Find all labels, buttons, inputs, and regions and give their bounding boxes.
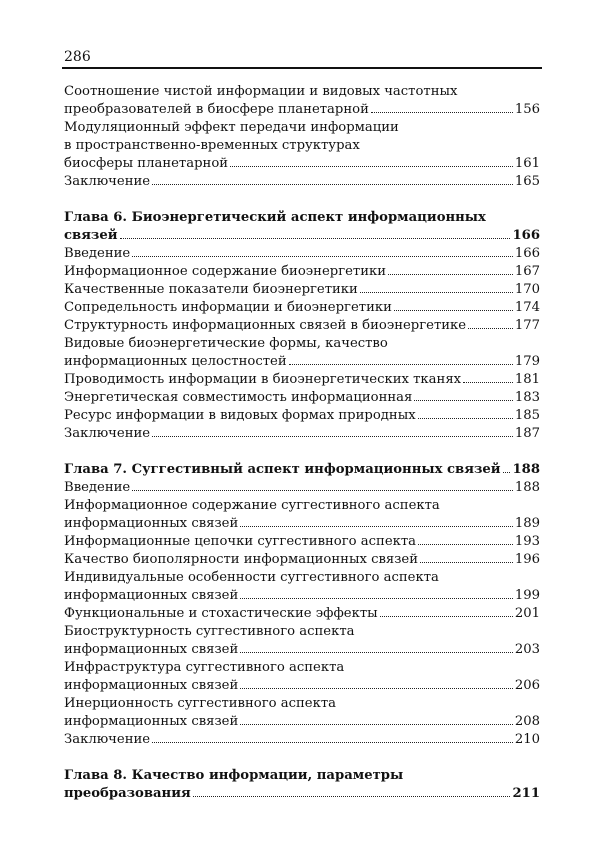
toc-entry (64, 263, 540, 281)
dot-leader (240, 515, 513, 527)
toc-entry-text-line: Информационное содержание суггестивного аспекта (64, 498, 440, 513)
page-ref: 188 (514, 480, 540, 495)
toc-entry-last-line (64, 407, 540, 425)
toc-entry (64, 245, 540, 263)
dot-leader (230, 155, 513, 167)
dot-leader (240, 677, 513, 689)
section-gap (64, 191, 540, 209)
dot-leader (380, 605, 513, 617)
toc-entry (64, 731, 540, 749)
chapter-heading (64, 209, 540, 245)
toc-entry-text: Проводимость информации в биоэнергетических тканях (64, 372, 462, 387)
toc-entry-last-line (64, 515, 540, 533)
toc-entry (64, 425, 540, 443)
dot-leader (120, 227, 511, 239)
page-number: 286 (64, 49, 91, 65)
dot-leader (240, 587, 513, 599)
page-ref: 196 (514, 552, 540, 567)
toc-entry-last-line (64, 245, 540, 263)
page-ref: 166 (514, 246, 540, 261)
toc-entry-last-line (64, 281, 540, 299)
toc-entry (64, 407, 540, 425)
toc-entry (64, 623, 540, 659)
toc-entry-text: информационных связей (64, 714, 239, 729)
section-gap (64, 749, 540, 767)
toc-entry-last-line (64, 677, 540, 695)
chapter-heading-text: преобразования (64, 786, 191, 801)
toc-entry-text: Заключение (64, 732, 151, 747)
dot-leader (240, 641, 513, 653)
toc-entry-last-line (64, 101, 540, 119)
toc-entry (64, 479, 540, 497)
toc-entry-text: информационных целостностей (64, 354, 287, 369)
toc-entry-text: Качество биополярности информационных связей (64, 552, 418, 567)
toc-entry-text: преобразователей в биосфере планетарной (64, 102, 369, 117)
chapter-heading-last-line (64, 785, 540, 803)
dot-leader (152, 425, 513, 437)
toc-entry-text: Введение (64, 246, 131, 261)
toc-entry-last-line (64, 389, 540, 407)
page-ref: 170 (514, 282, 540, 297)
toc-entry-text: Заключение (64, 426, 151, 441)
dot-leader (360, 281, 513, 293)
chapter-heading-text: связей (64, 228, 118, 243)
toc-entry-text: Информационные цепочки суггестивного аспекта (64, 534, 417, 549)
toc-entry-text: Структурность информационных связей в биоэнергетике (64, 318, 467, 333)
toc-entry (64, 605, 540, 623)
toc-entry (64, 389, 540, 407)
dot-leader (132, 245, 513, 257)
toc-entry-text: Качественные показатели биоэнергетики (64, 282, 358, 297)
page-ref: 199 (514, 588, 540, 603)
page-ref: 210 (514, 732, 540, 747)
toc-entry (64, 299, 540, 317)
toc-entry-text: информационных связей (64, 588, 239, 603)
toc-entry-last-line (64, 587, 540, 605)
dot-leader (240, 713, 513, 725)
toc-entry (64, 173, 540, 191)
toc-entry-last-line (64, 299, 540, 317)
toc-entry-last-line (64, 641, 540, 659)
page-ref: 161 (514, 156, 540, 171)
page-ref: 189 (514, 516, 540, 531)
toc-entry-last-line (64, 317, 540, 335)
dot-leader (503, 461, 511, 473)
toc-entry-text-line: Индивидуальные особенности суггестивного аспекта (64, 570, 439, 585)
toc-entry (64, 569, 540, 605)
page-ref: 193 (514, 534, 540, 549)
toc-entry (64, 659, 540, 695)
toc-entry (64, 281, 540, 299)
toc-entry-text: Сопредельность информации и биоэнергетики (64, 300, 392, 315)
toc-entry (64, 83, 540, 119)
toc-entry (64, 335, 540, 371)
toc-entry-last-line (64, 155, 540, 173)
toc-entry-text-line: Соотношение чистой информации и видовых частотных (64, 84, 458, 99)
page-ref: 167 (514, 264, 540, 279)
toc-entry-text-line: Видовые биоэнергетические формы, качество (64, 336, 388, 351)
toc-entry-last-line (64, 731, 540, 749)
page-ref: 177 (514, 318, 540, 333)
dot-leader (463, 371, 513, 383)
toc-entry-last-line (64, 605, 540, 623)
page-ref: 181 (514, 372, 540, 387)
dot-leader (388, 263, 513, 275)
table-of-contents (64, 83, 540, 803)
chapter-heading (64, 461, 540, 479)
page-ref: 183 (514, 390, 540, 405)
toc-entry-text-line: Модуляционный эффект передачи информации (64, 120, 399, 135)
toc-entry-text: информационных связей (64, 678, 239, 693)
toc-entry-last-line (64, 173, 540, 191)
page-ref: 179 (514, 354, 540, 369)
toc-entry (64, 371, 540, 389)
toc-entry (64, 533, 540, 551)
dot-leader (152, 731, 513, 743)
toc-entry-text: Информационное содержание биоэнергетики (64, 264, 387, 279)
toc-entry-text-line: в пространственно-временных структурах (64, 138, 360, 153)
toc-entry-text: Ресурс информации в видовых формах природных (64, 408, 416, 423)
toc-entry-text-line: Инерционность суггестивного аспекта (64, 696, 336, 711)
chapter-heading-last-line (64, 461, 540, 479)
dot-leader (418, 407, 513, 419)
toc-entry-last-line (64, 551, 540, 569)
dot-leader (420, 551, 513, 563)
dot-leader (193, 785, 511, 797)
page-ref: 185 (514, 408, 540, 423)
page-ref: 211 (512, 786, 540, 801)
toc-entry-text: Функциональные и стохастические эффекты (64, 606, 378, 621)
toc-entry-text: Заключение (64, 174, 151, 189)
toc-entry-last-line (64, 263, 540, 281)
page-ref: 166 (512, 228, 540, 243)
toc-entry (64, 497, 540, 533)
chapter-heading-text-line: Глава 6. Биоэнергетический аспект информационных (64, 210, 486, 225)
chapter-heading-last-line (64, 227, 540, 245)
toc-section (64, 209, 540, 443)
toc-entry (64, 119, 540, 173)
toc-entry-text: информационных связей (64, 642, 239, 657)
header-rule (62, 67, 542, 69)
page-ref: 208 (514, 714, 540, 729)
toc-entry-last-line (64, 425, 540, 443)
toc-entry (64, 317, 540, 335)
toc-entry-text: биосферы планетарной (64, 156, 229, 171)
toc-entry-last-line (64, 479, 540, 497)
page-ref: 201 (514, 606, 540, 621)
chapter-heading-text-line: Глава 8. Качество информации, параметры (64, 768, 404, 783)
toc-section (64, 83, 540, 191)
dot-leader (289, 353, 513, 365)
chapter-heading-text: Глава 7. Суггестивный аспект информационных связей (64, 462, 501, 477)
toc-entry (64, 551, 540, 569)
page-ref: 188 (512, 462, 540, 477)
chapter-heading (64, 767, 540, 803)
toc-entry-text: Энергетическая совместимость информационная (64, 390, 413, 405)
page-ref: 165 (514, 174, 540, 189)
section-gap (64, 443, 540, 461)
dot-leader (152, 173, 513, 185)
page-ref: 156 (514, 102, 540, 117)
page-ref: 206 (514, 678, 540, 693)
toc-entry-text: Введение (64, 480, 131, 495)
toc-section (64, 461, 540, 749)
toc-entry-text: информационных связей (64, 516, 239, 531)
page-ref: 203 (514, 642, 540, 657)
toc-entry (64, 695, 540, 731)
toc-entry-last-line (64, 533, 540, 551)
dot-leader (414, 389, 512, 401)
dot-leader (394, 299, 513, 311)
toc-entry-text-line: Биоструктурность суггестивного аспекта (64, 624, 355, 639)
dot-leader (418, 533, 513, 545)
toc-entry-last-line (64, 371, 540, 389)
dot-leader (132, 479, 513, 491)
page-ref: 187 (514, 426, 540, 441)
toc-section (64, 767, 540, 803)
toc-entry-text-line: Инфраструктура суггестивного аспекта (64, 660, 345, 675)
toc-entry-last-line (64, 353, 540, 371)
toc-entry-last-line (64, 713, 540, 731)
dot-leader (371, 101, 513, 113)
dot-leader (468, 317, 513, 329)
page-ref: 174 (514, 300, 540, 315)
